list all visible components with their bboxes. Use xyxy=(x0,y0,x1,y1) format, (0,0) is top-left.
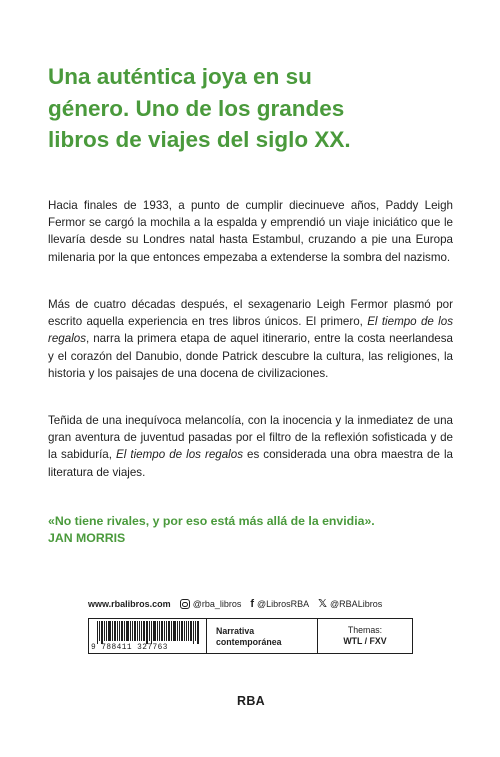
x-icon: 𝕏 xyxy=(318,598,328,610)
barcode-bar xyxy=(157,621,158,641)
synopsis-text: es considerada una obra maestra de la literatura de viajes. xyxy=(48,448,453,479)
headline-line: género. Uno de los grandes xyxy=(48,95,345,121)
barcode-bar xyxy=(126,621,129,641)
barcode-bar xyxy=(101,621,103,644)
barcode-bar xyxy=(124,621,125,641)
barcode-bar xyxy=(137,621,138,641)
barcode-bar xyxy=(97,621,98,644)
synopsis-text: Más de cuatro décadas después, el sexagenario Leigh Fermor plasmó por escrito aquella experiencia en tres libros únicos. El primero, xyxy=(48,298,453,329)
barcode-bar xyxy=(179,621,180,641)
barcode-bar xyxy=(173,621,176,641)
barcode-bar xyxy=(112,621,113,641)
x-link[interactable] xyxy=(318,599,382,609)
barcode-bar xyxy=(164,621,165,641)
book-title: El tiempo de los regalos xyxy=(48,315,453,346)
genre-label xyxy=(207,619,318,653)
publisher-logo: RBA xyxy=(237,694,265,708)
barcode-bar xyxy=(195,621,196,641)
genre-line: contemporánea xyxy=(216,637,282,647)
barcode-bar xyxy=(114,621,116,641)
barcode-bar xyxy=(146,621,148,644)
barcode-bar xyxy=(184,621,185,641)
barcode-bar xyxy=(197,621,199,644)
barcode-bar xyxy=(151,621,152,644)
facebook-link[interactable] xyxy=(250,599,309,609)
product-info-box xyxy=(88,618,413,654)
barcode-bar xyxy=(177,621,178,641)
barcode-bar xyxy=(143,621,145,641)
instagram-icon xyxy=(180,599,190,609)
barcode-bar xyxy=(106,621,107,641)
barcode-bar xyxy=(104,621,105,641)
genre-line: Narrativa xyxy=(216,626,255,636)
barcode-bar xyxy=(153,621,156,641)
barcode-bar xyxy=(161,621,163,641)
barcode-bar xyxy=(168,621,170,641)
isbn-number: 9 788411 327763 xyxy=(91,644,168,652)
barcode-bar xyxy=(193,621,194,644)
barcode-bar xyxy=(132,621,133,641)
barcode-bar xyxy=(141,621,142,641)
barcode-bar xyxy=(119,621,120,641)
synopsis-paragraph-1: Hacia finales de 1933, a punto de cumplir diecinueve años, Paddy Leigh Fermor se cargó la mochila a la espalda y emprendió un viaje iniciático que le llevaría desde su Londres natal hasta Estambul, cruzando a pie una Europa milenaria por la que entonces empezaba a extenderse la sombra del nazismo. xyxy=(48,199,453,264)
themes-label xyxy=(318,619,412,653)
facebook-icon: f xyxy=(250,598,255,610)
barcode-bar xyxy=(99,621,100,641)
barcode-bar xyxy=(190,621,192,641)
barcode-bar xyxy=(117,621,118,641)
barcode-bar xyxy=(130,621,131,641)
barcode-bar xyxy=(139,621,140,641)
barcode-bar xyxy=(181,621,183,641)
headline-line: Una auténtica joya en su xyxy=(48,64,312,89)
book-title: El tiempo de los regalos xyxy=(116,448,243,462)
social-links xyxy=(88,596,418,612)
barcode-bar xyxy=(121,621,123,641)
x-handle: @RBALibros xyxy=(330,599,383,609)
review-quote xyxy=(48,513,468,546)
barcode-bar xyxy=(166,621,167,641)
synopsis-text: , narra la primera etapa de aquel itinerario, entre la costa neerlandesa y el corazón del Danubio, donde Patrick descubre la cultura, las religiones, la historia y los paisajes de una docena de civilizaciones. xyxy=(48,332,453,380)
barcode-bar xyxy=(108,621,111,641)
themes-title: Themas: xyxy=(347,625,383,635)
instagram-link[interactable] xyxy=(180,599,242,609)
barcode-bar xyxy=(149,621,150,641)
synopsis-paragraph-3 xyxy=(48,412,453,481)
barcode-bar xyxy=(159,621,160,641)
barcode-bar xyxy=(171,621,172,641)
synopsis-paragraph-2 xyxy=(48,296,453,382)
headline-line: libros de viajes del siglo XX. xyxy=(48,127,351,152)
quote-text: «No tiene rivales, y por eso está más allá de la envidia». xyxy=(48,514,375,528)
facebook-handle: @LibrosRBA xyxy=(257,599,310,609)
barcode-bars xyxy=(97,621,202,641)
barcode-bar xyxy=(134,621,136,641)
website-link[interactable]: www.rbalibros.com xyxy=(88,599,171,609)
barcode-bar xyxy=(186,621,187,641)
barcode-bar xyxy=(188,621,189,641)
synopsis-text: Teñida de una inequívoca melancolía, con la inocencia y la inmediatez de una gran aventura de juventud pasadas por el filtro de la reflexión sofisticada y de la sabiduría, xyxy=(48,414,453,462)
quote-author: JAN MORRIS xyxy=(48,530,126,545)
themes-codes: WTL / FXV xyxy=(343,636,387,646)
instagram-handle: @rba_libros xyxy=(192,599,242,609)
headline xyxy=(48,61,468,156)
barcode xyxy=(89,619,207,653)
